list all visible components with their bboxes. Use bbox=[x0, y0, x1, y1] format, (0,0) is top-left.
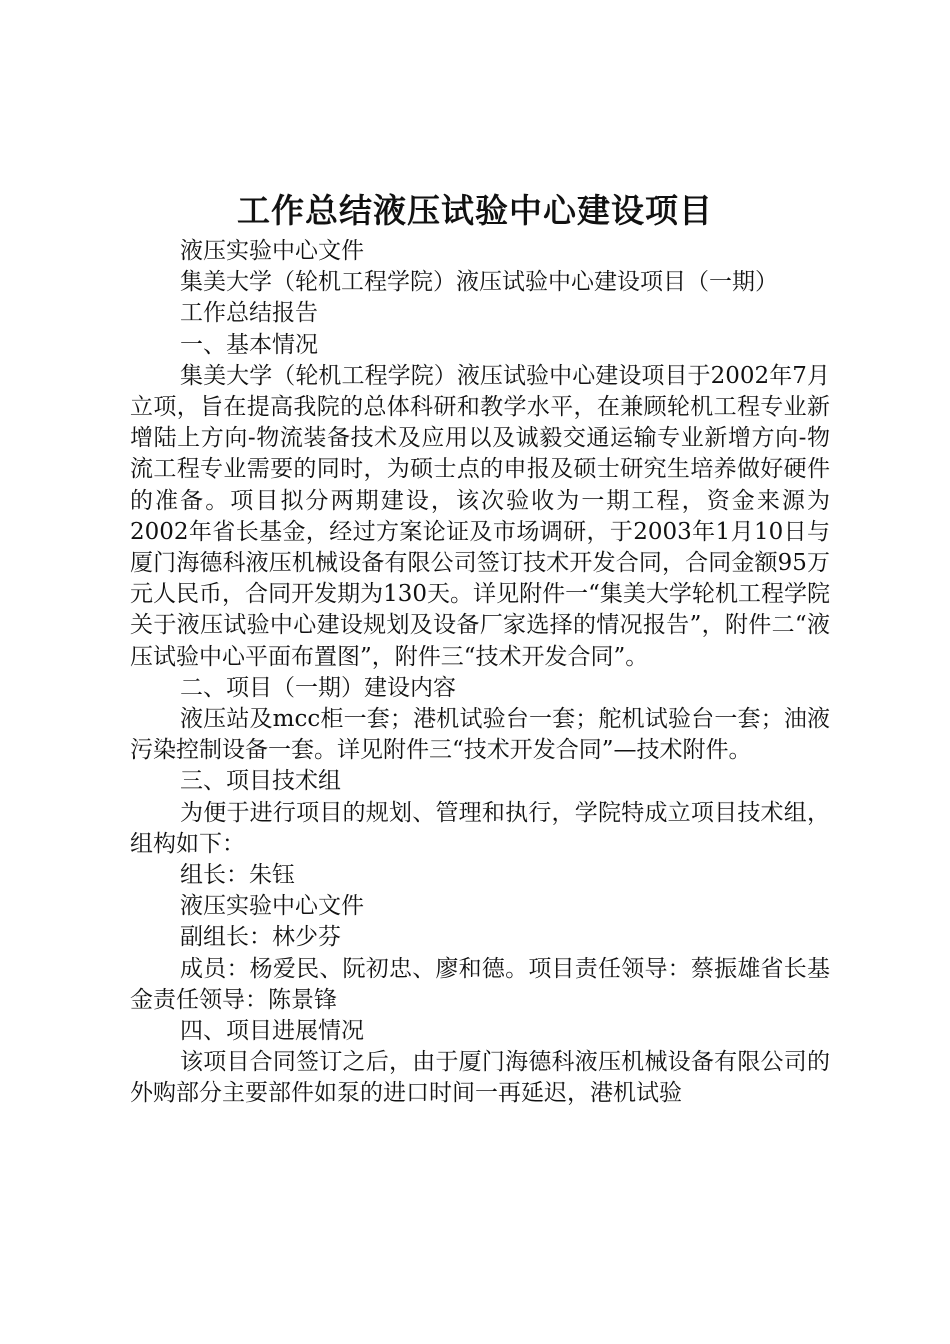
paragraph-basic-info: 集美大学（轮机工程学院）液压试验中心建设项目于2002年7月立项，旨在提高我院的总体科研和教学水平，在兼顾轮机工程专业新增陆上方向-物流装备技术及应用以及诚毅交通运输专业新增方向-物流工程专业需要的同时，为硕士点的申报及硕士研究生培养做好硬件的准备。项目拟分两期建设，该次验收为一期工程，资金来源为2002年省长基金，经过方案论证及市场调研，于2003年1月10日与厦门海德科液压机械设备有限公司签订技术开发合同，合同金额95万元人民币，合同开发期为130天。详见附件一“集美大学轮机工程学院关于液压试验中心建设规划及设备厂家选择的情况报告”，附件二“液压试验中心平面布置图”，附件三“技术开发合同”。 bbox=[130, 362, 830, 670]
paragraph-team-intro: 为便于进行项目的规划、管理和执行，学院特成立项目技术组，组构如下： bbox=[130, 799, 830, 857]
paragraph-project-name: 集美大学（轮机工程学院）液压试验中心建设项目（一期） bbox=[180, 269, 778, 296]
paragraph-leader: 组长：朱钰 bbox=[180, 862, 295, 889]
paragraph-deputy-leader: 副组长：林少芬 bbox=[180, 924, 341, 951]
paragraph-header-repeat: 液压实验中心文件 bbox=[180, 893, 364, 920]
section-heading-4: 四、项目进展情况 bbox=[180, 1018, 364, 1045]
paragraph-contents: 液压站及mcc柜一套；港机试验台一套；舵机试验台一套；油液污染控制设备一套。详见附件三“技术开发合同”—技术附件。 bbox=[130, 706, 830, 764]
document-body bbox=[130, 236, 830, 1110]
document-title: 工作总结液压试验中心建设项目 bbox=[237, 191, 713, 230]
paragraph-report-title: 工作总结报告 bbox=[180, 300, 318, 327]
section-heading-3: 三、项目技术组 bbox=[180, 768, 341, 795]
paragraph-header: 液压实验中心文件 bbox=[180, 238, 364, 264]
paragraph-progress: 该项目合同签订之后，由于厦门海德科液压机械设备有限公司的外购部分主要部件如泵的进口时间一再延迟，港机试验 bbox=[130, 1049, 830, 1107]
section-heading-2: 二、项目（一期）建设内容 bbox=[180, 674, 456, 701]
section-heading-1: 一、基本情况 bbox=[180, 331, 318, 358]
paragraph-members: 成员：杨爱民、阮初忠、廖和德。项目责任领导：蔡振雄省长基金责任领导：陈景锋 bbox=[130, 955, 830, 1013]
